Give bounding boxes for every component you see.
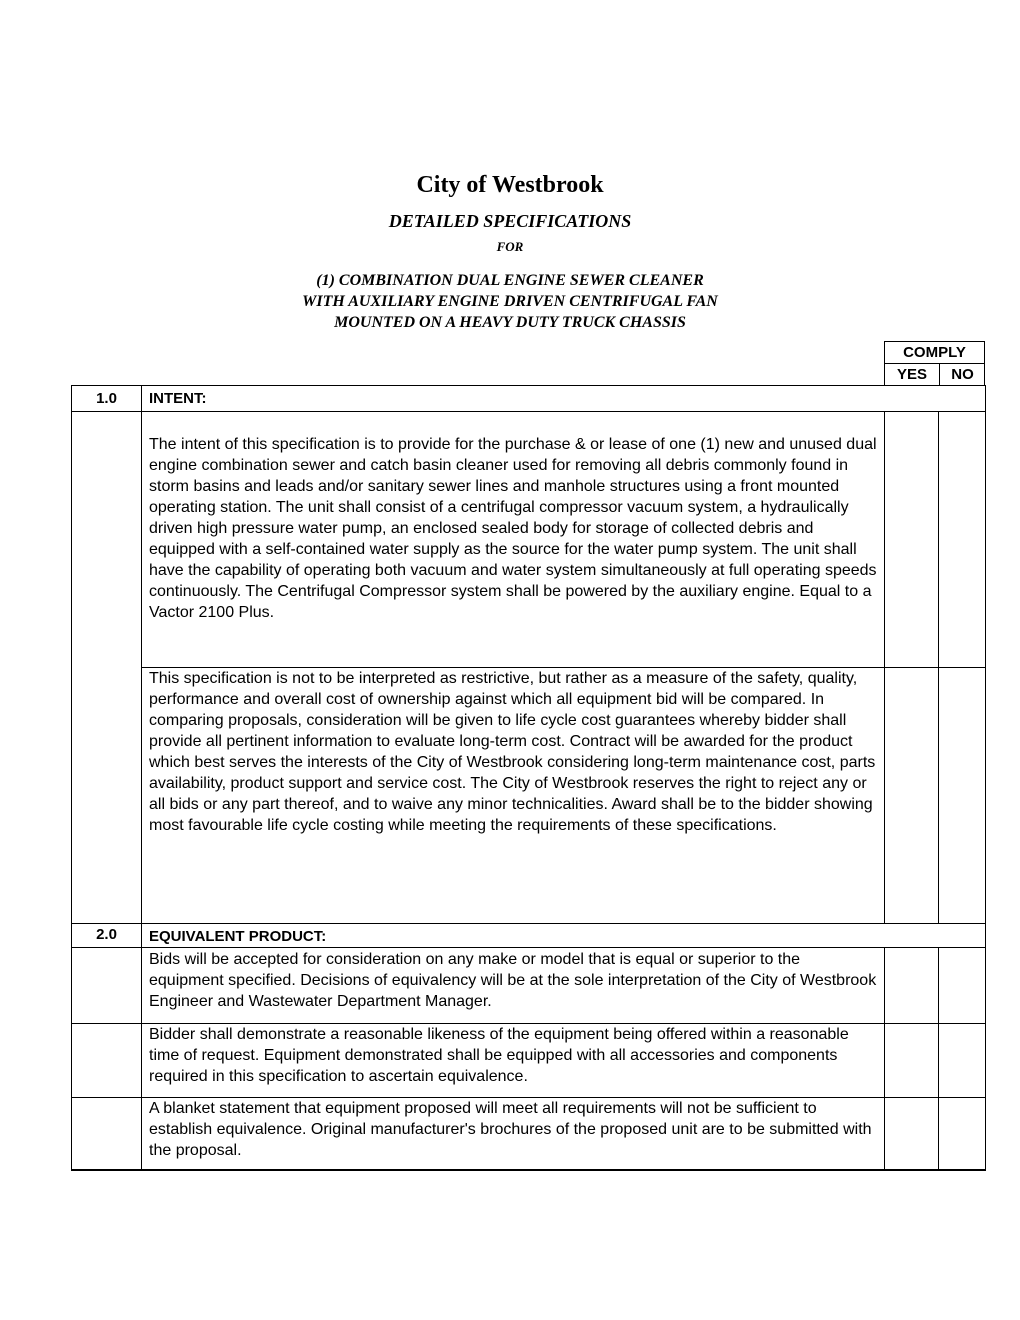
comply-label: COMPLY <box>885 342 984 364</box>
row-divider <box>72 411 985 412</box>
yes-column-divider-s2 <box>884 947 885 1169</box>
comply-header <box>884 341 985 385</box>
section-paragraph: A blanket statement that equipment proposed will meet all requirements will not be sufficient to establish equivalence. Original manufacturer's brochures of the proposed unit are to be submitted with the proposal. <box>149 1100 872 1159</box>
row-divider <box>72 947 985 948</box>
section-title: INTENT: <box>149 390 207 407</box>
item-line-3: MOUNTED ON A HEAVY DUTY TRUCK CHASSIS <box>334 314 686 331</box>
item-line-1: (1) COMBINATION DUAL ENGINE SEWER CLEANER <box>316 272 704 289</box>
page-title: City of Westbrook <box>416 172 604 198</box>
spec-table <box>71 385 986 1171</box>
document-type: DETAILED SPECIFICATIONS <box>388 211 632 231</box>
section-title: EQUIVALENT PRODUCT: <box>149 928 327 945</box>
for-label: FOR <box>496 239 524 254</box>
section-number: 1.0 <box>96 390 117 407</box>
section-paragraph: Bidder shall demonstrate a reasonable likeness of the equipment being offered within a reasonable time of request. Equipment demonstrated shall be equipped with all accessories and components required in this specification to ascertain equivalence. <box>149 1026 849 1085</box>
section-paragraph: The intent of this specification is to provide for the purchase & or lease of one (1) new and unused dual engine combination sewer and catch basin cleaner used for removing all debris commonly found in storm basins and leads and/or sanitary sewer lines and manhole structures using a front mounted operating station. The unit shall consist of a centrifugal compressor vacuum system, a hydraulically driven high pressure water pump, an enclosed sealed body for storage of collected debris and equipped with a self-contained water supply as the source for the water pump system. The unit shall have the capability of operating both vacuum and water system simultaneously at full operating speeds continuously. The Centrifugal Compressor system shall be powered by the auxiliary engine. Equal to a Vactor 2100 Plus. <box>149 436 877 621</box>
item-description <box>0 270 1020 333</box>
section-paragraph: Bids will be accepted for consideration on any make or model that is equal or superior to the equipment specified. Decisions of equivalency will be at the sole interpretation of the City of Westbrook Engineer and Wastewater Department Manager. <box>149 951 877 1010</box>
no-column-divider-s2 <box>938 947 939 1169</box>
no-column-label: NO <box>951 366 974 383</box>
row-divider <box>72 923 985 924</box>
yes-column-label: YES <box>885 364 940 386</box>
number-column-divider <box>141 386 142 1169</box>
section-number: 2.0 <box>96 926 117 943</box>
section-paragraph: This specification is not to be interpreted as restrictive, but rather as a measure of the safety, quality, performance and overall cost of ownership against which all equipment bid will be compared. In comparing proposals, consideration will be given to life cycle cost guarantees whereby bidder shall provide all pertinent information to evaluate long-term cost. Contract will be awarded for the product which best serves the interests of the City of Westbrook considering long-term maintenance cost, parts availability, product support and service cost. The City of Westbrook reserves the right to reject any or all bids or any part thereof, and to waive any minor technicalities. Award shall be to the bidder showing most favourable life cycle costing while meeting the requirements of these specifications. <box>149 670 876 834</box>
item-line-2: WITH AUXILIARY ENGINE DRIVEN CENTRIFUGAL FAN <box>302 293 718 310</box>
